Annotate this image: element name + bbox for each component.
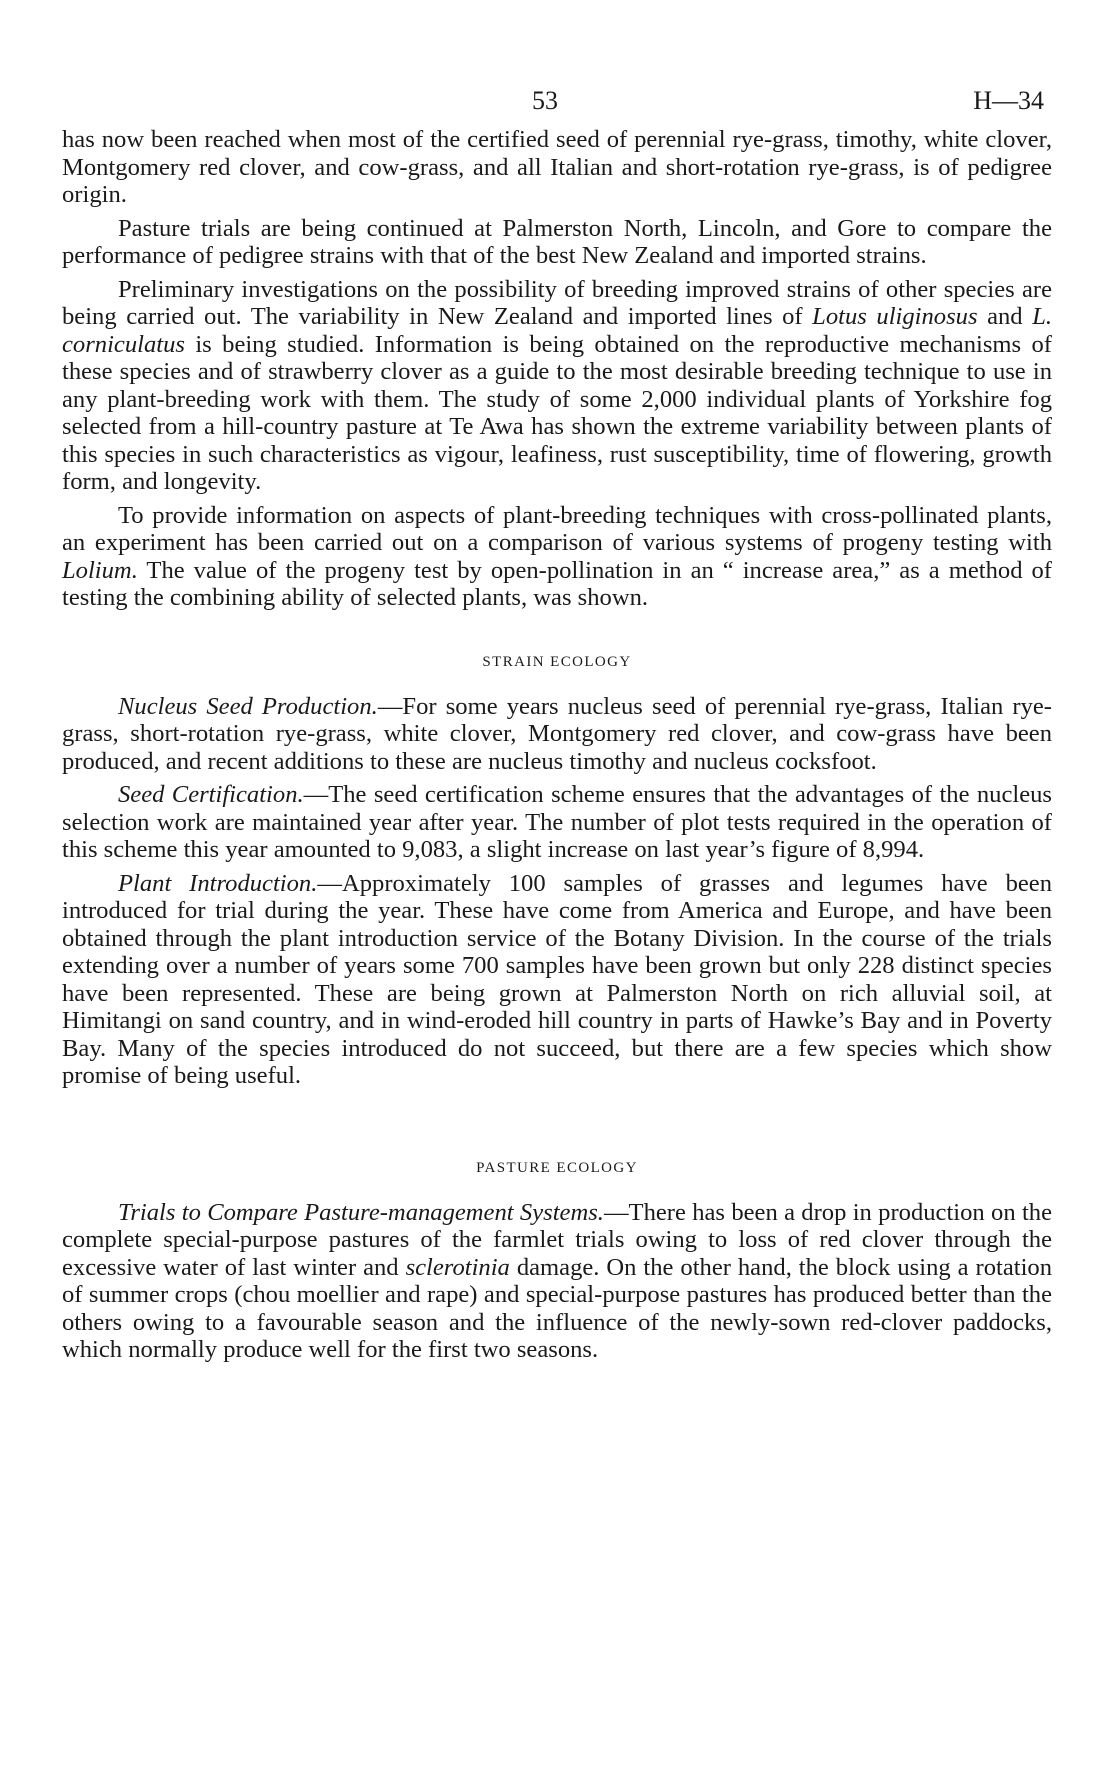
paragraph-preliminary-investigations: [62, 276, 1052, 496]
paragraph-text: —For some years nucleus seed of perennial rye-grass, Italian rye-grass, short-rotation rye-grass, white clover, Montgomery red clover, and cow-grass have been produced, and recent additions to these are nucleus timothy and nucleus cocksfoot.: [62, 692, 1052, 775]
paragraph-pedigree-origin: [62, 126, 1052, 209]
paragraph-plant-breeding-techniques: [62, 502, 1052, 612]
section-heading-pasture-ecology: PASTURE ECOLOGY: [476, 1159, 638, 1176]
paragraph-text: —There has been a drop in production on the complete special-purpose pastures of the farmlet trials owing to loss of red clover through the excessive water of last winter and: [62, 1198, 1052, 1281]
species-name: L. corniculatus: [62, 303, 1053, 358]
run-in-heading: Nucleus Seed Production.: [118, 692, 378, 720]
paragraph-text: has now been reached when most of the certified seed of perennial rye-grass, timothy, white clover, Montgomery red clover, and cow-grass, and all Italian and short-rotation rye-grass, is of pedigree origin.: [62, 126, 1052, 208]
run-in-heading: Trials to Compare Pasture-management Systems.: [118, 1198, 604, 1226]
series-code: H—34: [973, 86, 1044, 115]
paragraph-text: damage. On the other hand, the block using a rotation of summer crops (chou moellier and rape) and special-purpose pastures has produced better than the others owing to a favourable season and the influence of the newly-sown red-clover paddocks, which normally produce well for the first two seasons.: [62, 1253, 1053, 1363]
species-name: Lotus uliginosus: [812, 303, 978, 330]
paragraph-plant-introduction: [62, 870, 1052, 1090]
paragraph-text: Preliminary investigations on the possibility of breeding improved strains of other species are being carried out. The variability in New Zealand and imported lines of: [62, 275, 1052, 330]
paragraph-nucleus-seed-production: [62, 693, 1052, 776]
disease-name: sclerotinia: [405, 1253, 510, 1281]
paragraph-text: —The seed certification scheme ensures that the advantages of the nucleus selection work are maintained year after year. The number of plot tests required in the operation of this scheme this year amounted to 9,083, a slight increase on last year’s figure of 8,994.: [62, 781, 1052, 863]
paragraph-text: and: [977, 303, 1033, 330]
paragraph-text: is being studied. Information is being obtained on the reproductive mechanisms of these species and of strawberry clover as a guide to the most desirable breeding technique to use in any plant-breeding work with them. The study of some 2,000 individual plants of Yorkshire fog selected from a hill-country pasture at Te Awa has shown the extreme variability between plants of this species in such characteristics as vigour, leafiness, rust susceptibility, time of flowering, growth form, and longevity.: [62, 330, 1052, 495]
document-page: [62, 78, 1052, 1370]
section-heading-strain-ecology: STRAIN ECOLOGY: [482, 653, 632, 670]
paragraph-text: Pasture trials are being continued at Palmerston North, Lincoln, and Gore to compare the performance of pedigree strains with that of the best New Zealand and imported strains.: [62, 214, 1052, 269]
run-in-heading: Seed Certification.: [118, 781, 304, 808]
paragraph-text: The value of the progeny test by open-pollination in an “ increase area,” as a method of testing the combining ability of selected plants, was shown.: [62, 556, 1052, 611]
run-in-heading: Plant Introduction.: [118, 869, 318, 897]
paragraph-pasture-trials: [62, 215, 1052, 270]
species-name: Lolium.: [62, 556, 138, 584]
paragraph-seed-certification: [62, 781, 1052, 864]
paragraph-text: To provide information on aspects of plant-breeding techniques with cross-pollinated plants, an experiment has been carried out on a comparison of various systems of progeny testing with: [62, 501, 1052, 556]
page-number: 53: [532, 86, 558, 115]
page-header: [62, 78, 1052, 126]
paragraph-text: —Approximately 100 samples of grasses and legumes have been introduced for trial during the year. These have come from America and Europe, and have been obtained through the plant introduction service of the Botany Division. In the course of the trials extending over a number of years some 700 samples have been grown but only 228 distinct species have been represented. These are being grown at Palmerston North on rich alluvial soil, at Himitangi on sand country, and in wind-eroded hill country in parts of Hawke’s Bay and in Poverty Bay. Many of the species introduced do not succeed, but there are a few species which show promise of being useful.: [62, 869, 1052, 1089]
paragraph-pasture-management-trials: [62, 1199, 1052, 1364]
